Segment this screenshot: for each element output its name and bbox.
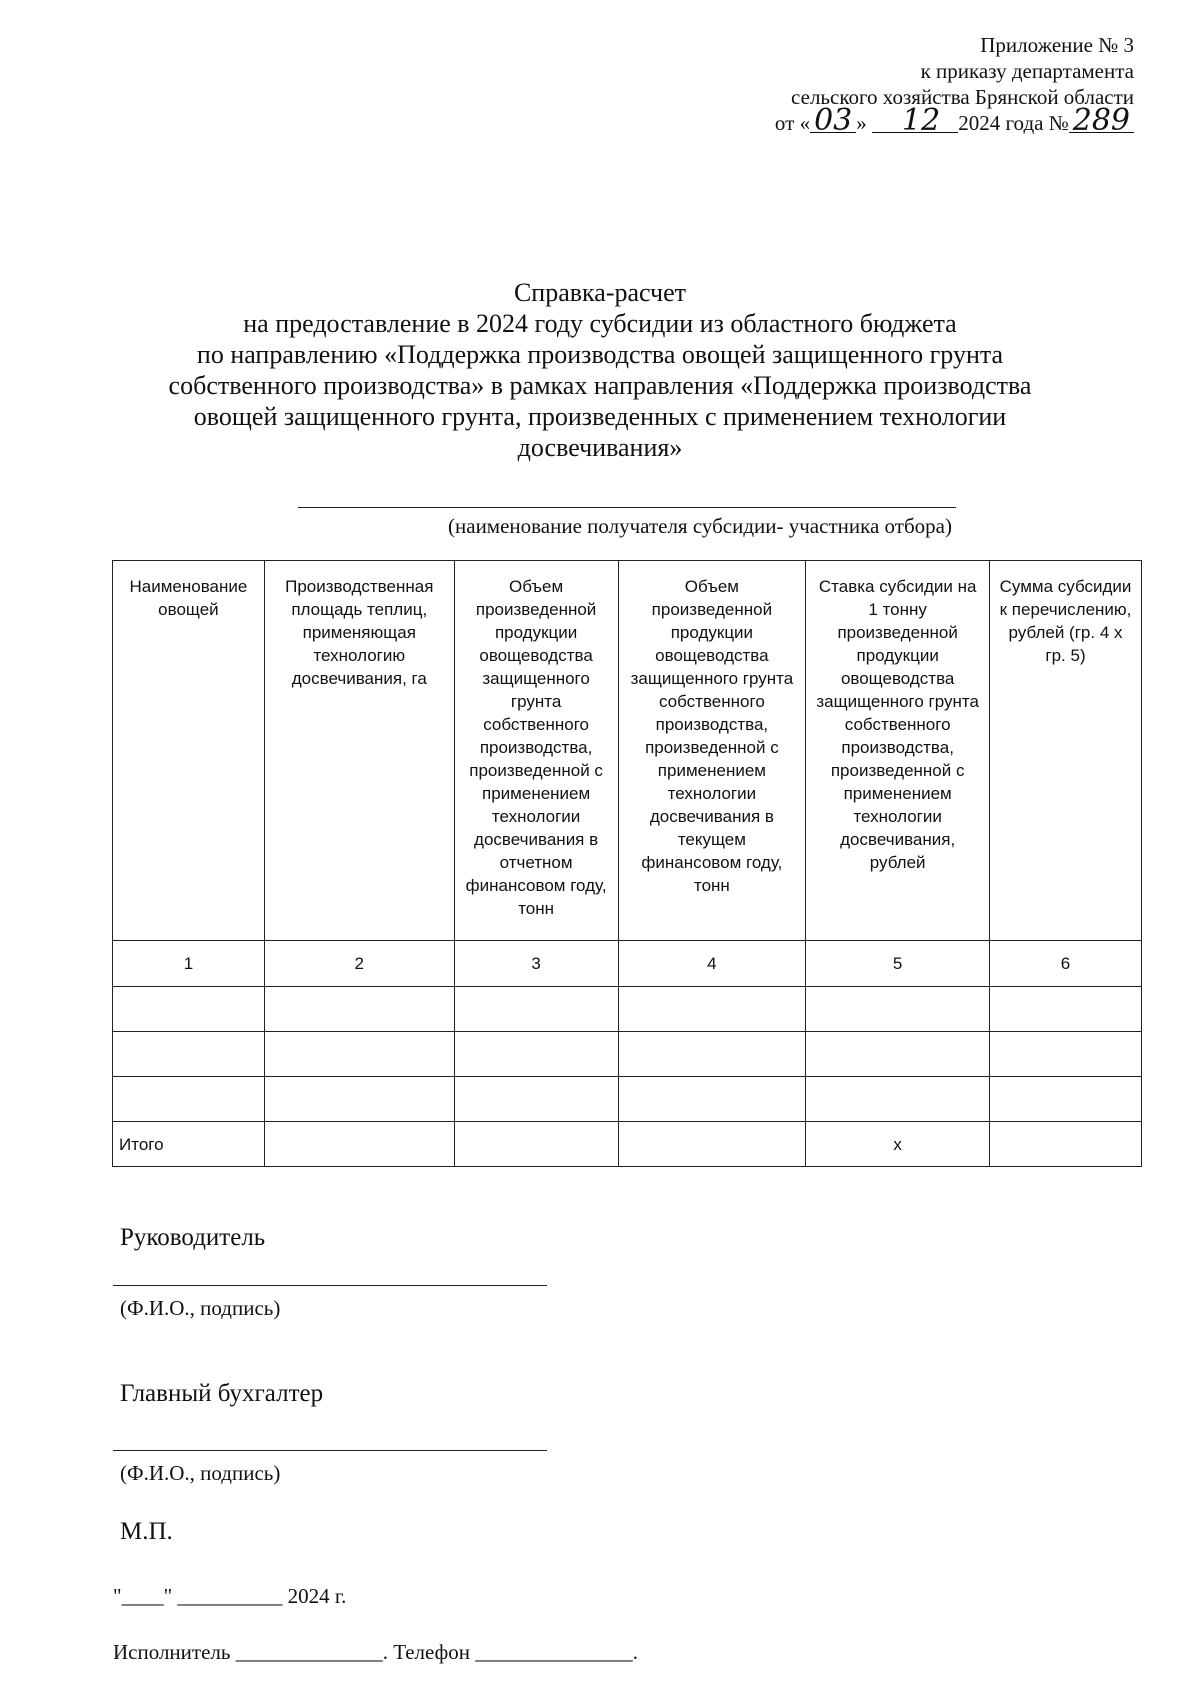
total-label: Итого <box>113 1122 265 1167</box>
table-header-cell <box>806 561 990 941</box>
empty-cell[interactable] <box>454 1032 618 1077</box>
empty-cell[interactable] <box>990 987 1142 1032</box>
document-title <box>100 277 1100 463</box>
executor-phone-line: Исполнитель ______________. Телефон _______________. <box>113 1640 638 1664</box>
header-subsidy-amount: Сумма субсидии к перечислению, рублей (гр. 4 х гр. 5) <box>999 577 1132 665</box>
table-header-cell <box>618 561 806 941</box>
table-header-cell <box>264 561 454 941</box>
handwritten-day: 03 <box>810 110 856 133</box>
subsidy-table <box>112 560 1142 1167</box>
date-mid: » <box>856 111 867 135</box>
appendix-department: сельского хозяйства Брянской области <box>791 85 1134 109</box>
empty-cell[interactable] <box>806 1032 990 1077</box>
total-cell[interactable] <box>618 1122 806 1167</box>
empty-cell[interactable] <box>113 1032 265 1077</box>
recipient-caption: (наименование получателя субсидии- участника отбора) <box>448 514 952 538</box>
empty-cell[interactable] <box>454 987 618 1032</box>
header-volume-current-year: Объем произведенной продукции овощеводства защищенного грунта собственного производства, произведенной с применением технологии досвечивания в текущем финансовом году, тонн <box>630 577 794 895</box>
empty-cell[interactable] <box>618 1032 806 1077</box>
total-row <box>113 1122 1142 1167</box>
title-line-5: овощей защищенного грунта, произведенных с применением технологии <box>193 402 1007 431</box>
total-cell[interactable] <box>454 1122 618 1167</box>
header-volume-reporting-year: Объем произведенной продукции овощеводства защищенного грунта собственного производства, произведенной с применением технологии досвечивания в отчетном финансовом году, тонн <box>465 577 607 918</box>
empty-cell[interactable] <box>806 1077 990 1122</box>
appendix-date-line <box>774 103 1134 138</box>
empty-cell[interactable] <box>618 987 806 1032</box>
accountant-label: Главный бухгалтер <box>120 1380 324 1407</box>
empty-cell[interactable] <box>264 1077 454 1122</box>
handwritten-order-number: 289 <box>1069 110 1134 133</box>
table-row <box>113 1032 1142 1077</box>
header-subsidy-rate: Ставка субсидии на 1 тонну произведенной продукции овощеводства защищенного грунта собственного производства, произведенной с применением технологии досвечивания, рублей <box>816 577 979 872</box>
total-cell[interactable] <box>264 1122 454 1167</box>
date-prefix: от « <box>774 111 811 135</box>
header-greenhouse-area: Производственная площадь теплиц, применяющая технологию досвечивания, га <box>285 577 434 688</box>
total-cell[interactable] <box>990 1122 1142 1167</box>
empty-cell[interactable] <box>454 1077 618 1122</box>
empty-cell[interactable] <box>264 987 454 1032</box>
column-number: 2 <box>264 941 454 987</box>
title-line-1: Справка-расчет <box>513 278 687 307</box>
accountant-caption: (Ф.И.О., подпись) <box>120 1461 281 1485</box>
header-vegetable-name: Наименование овощей <box>129 577 248 619</box>
appendix-number: Приложение № 3 <box>980 33 1134 57</box>
stamp-place: М.П. <box>120 1518 173 1545</box>
title-line-3: по направлению «Поддержка производства овощей защищенного грунта <box>196 340 1004 369</box>
handwritten-month: 12 <box>872 110 958 133</box>
table-header-cell <box>990 561 1142 941</box>
empty-cell[interactable] <box>113 987 265 1032</box>
title-line-6: досвечивания» <box>517 433 683 462</box>
title-line-2: на предоставление в 2024 году субсидии из областного бюджета <box>243 309 957 338</box>
date-line: "____" __________ 2024 г. <box>113 1584 347 1608</box>
recipient-name-line <box>298 507 956 508</box>
empty-cell[interactable] <box>264 1032 454 1077</box>
empty-cell[interactable] <box>806 987 990 1032</box>
table-header-cell <box>113 561 265 941</box>
total-rate-mark: х <box>806 1122 990 1167</box>
column-number: 3 <box>454 941 618 987</box>
empty-cell[interactable] <box>618 1077 806 1122</box>
table-header-cell <box>454 561 618 941</box>
empty-cell[interactable] <box>113 1077 265 1122</box>
column-number: 4 <box>618 941 806 987</box>
table-row <box>113 1077 1142 1122</box>
accountant-signature-line <box>113 1450 547 1451</box>
column-number-row <box>113 941 1142 987</box>
head-label: Руководитель <box>120 1224 266 1251</box>
table-header-row <box>113 561 1142 941</box>
empty-cell[interactable] <box>990 1032 1142 1077</box>
head-signature-line <box>113 1285 547 1286</box>
date-year: 2024 года № <box>958 111 1069 135</box>
empty-cell[interactable] <box>990 1077 1142 1122</box>
title-line-4: собственного производства» в рамках направления «Поддержка производства <box>168 371 1032 400</box>
column-number: 5 <box>806 941 990 987</box>
table-row <box>113 987 1142 1032</box>
appendix-order-ref: к приказу департамента <box>920 59 1134 83</box>
appendix-header <box>775 32 1134 136</box>
column-number: 6 <box>990 941 1142 987</box>
column-number: 1 <box>113 941 265 987</box>
head-caption: (Ф.И.О., подпись) <box>120 1296 281 1320</box>
